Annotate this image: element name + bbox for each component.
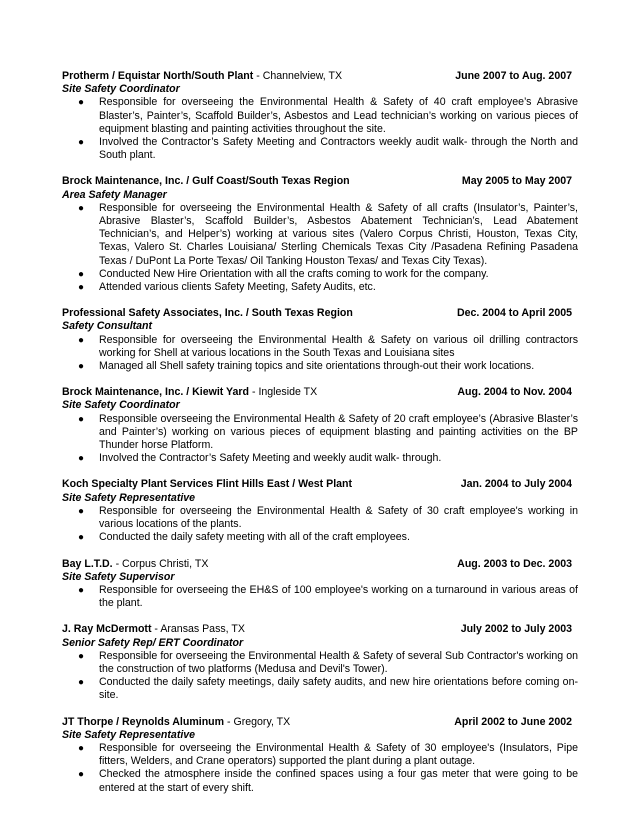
- employer: [62, 386, 317, 399]
- duty-list: [62, 505, 578, 545]
- bullet-icon: ●: [78, 282, 85, 294]
- duty-item: [62, 531, 578, 544]
- job-dates: July 2002 to July 2003: [460, 623, 572, 636]
- company-name: Bay L.T.D.: [62, 557, 113, 570]
- duty-list: [62, 650, 578, 703]
- duty-text: Attended various clients Safety Meeting, Safety Audits, etc.: [99, 281, 376, 294]
- bullet-icon: ●: [78, 677, 85, 689]
- duty-item: [62, 334, 578, 360]
- duty-item: [62, 584, 578, 610]
- duty-list: [62, 742, 578, 795]
- bullet-icon: ●: [78, 361, 85, 373]
- duty-item: [62, 281, 578, 294]
- job-location: - Gregory, TX: [224, 715, 291, 728]
- duty-item: [62, 413, 578, 453]
- employer: [62, 623, 245, 636]
- duty-text: Responsible for overseeing the Environmental Health & Safety of 30 employee's (Insulators, Pipe fitters, Welders, and Crane operators) supported the plant during a plant outage.: [99, 741, 578, 768]
- bullet-icon: ●: [78, 334, 85, 346]
- job-dates: Aug. 2004 to Nov. 2004: [457, 386, 572, 399]
- employer: [62, 716, 290, 729]
- job-location: - Ingleside TX: [249, 386, 318, 399]
- company-name: JT Thorpe / Reynolds Aluminum: [62, 715, 225, 728]
- employer: [62, 307, 353, 320]
- job-entry: [62, 386, 578, 465]
- company-name: Professional Safety Associates, Inc. / South Texas Region: [62, 307, 353, 320]
- bullet-icon: ●: [78, 742, 85, 754]
- bullet-icon: ●: [78, 532, 85, 544]
- bullet-icon: ●: [78, 505, 85, 517]
- bullet-icon: ●: [78, 650, 85, 662]
- job-dates: June 2007 to Aug. 2007: [455, 70, 572, 82]
- job-header: [62, 478, 578, 491]
- duty-item: [62, 360, 578, 373]
- employer: [62, 175, 350, 188]
- job-entry: [62, 307, 578, 373]
- job-header: [62, 623, 578, 636]
- duty-text: Responsible for overseeing the Environmental Health & Safety on various oil drilling contractors working for Shell at various locations in the South Texas and Louisiana sites: [99, 333, 578, 359]
- job-title: Site Safety Supervisor: [62, 570, 175, 583]
- duty-text: Responsible overseeing the Environmental Health & Safety of 20 craft employee’s (Abrasive Blaster’s and Painter’s) working on various pieces of equipment blasting and painting activities on the BP Thunder horse Platform.: [99, 412, 578, 452]
- duty-item: [62, 268, 578, 281]
- company-name: Brock Maintenance, Inc. / Kiewit Yard: [62, 386, 250, 399]
- job-dates: Dec. 2004 to April 2005: [456, 307, 572, 320]
- duty-text: Managed all Shell safety training topics and site orientations through-out their work locations.: [99, 360, 535, 373]
- bullet-icon: ●: [78, 584, 85, 596]
- duty-item: [62, 96, 578, 136]
- duty-text: Involved the Contractor’s Safety Meeting and weekly audit walk- through.: [99, 452, 442, 465]
- duty-item: [62, 202, 578, 268]
- job-entry: [62, 175, 578, 294]
- bullet-icon: ●: [78, 268, 85, 280]
- job-entry: [62, 558, 578, 611]
- bullet-icon: ●: [78, 453, 85, 465]
- job-title: Site Safety Representative: [62, 728, 196, 741]
- duty-text: Involved the Contractor’s Safety Meeting and Contractors weekly audit walk- through the North and South plant.: [99, 136, 578, 162]
- employer: [62, 70, 342, 83]
- duty-item: [62, 676, 578, 702]
- job-title: Safety Consultant: [62, 320, 153, 333]
- company-name: Protherm / Equistar North/South Plant: [62, 70, 254, 82]
- job-entry: [62, 70, 578, 162]
- duty-item: [62, 742, 578, 768]
- job-header: [62, 307, 578, 320]
- duty-item: [62, 136, 578, 162]
- job-title: Site Safety Representative: [62, 491, 196, 504]
- job-entry: [62, 478, 578, 544]
- duty-item: [62, 452, 578, 465]
- job-entry: [62, 623, 578, 702]
- duty-list: [62, 334, 578, 374]
- duty-text: Conducted New Hire Orientation with all the crafts coming to work for the company.: [99, 267, 489, 280]
- bullet-icon: ●: [78, 413, 85, 425]
- duty-text: Responsible for overseeing the Environmental Health & Safety of 30 craft employee's working in various locations of the plants.: [99, 504, 578, 531]
- duty-text: Responsible for overseeing the Environmental Health & Safety of several Sub Contractor's working on the construction of two platforms (Medusa and Devil's Tower).: [99, 649, 578, 675]
- job-title: Site Safety Coordinator: [62, 399, 180, 412]
- job-header: [62, 70, 578, 83]
- bullet-icon: ●: [78, 137, 85, 149]
- job-location: - Corpus Christi, TX: [112, 557, 209, 570]
- duty-text: Checked the atmosphere inside the confined spaces using a four gas meter that were going to be entered at the start of every shift.: [99, 768, 578, 794]
- job-dates: April 2002 to June 2002: [454, 715, 572, 728]
- bullet-icon: ●: [78, 769, 85, 781]
- job-title: Site Safety Coordinator: [62, 83, 180, 96]
- job-title: Senior Safety Rep/ ERT Coordinator: [62, 636, 244, 649]
- job-entry: [62, 716, 578, 795]
- duty-item: [62, 505, 578, 531]
- job-dates: Aug. 2003 to Dec. 2003: [457, 557, 572, 570]
- bullet-icon: ●: [78, 97, 85, 109]
- duty-list: [62, 202, 578, 294]
- duty-text: Responsible for overseeing the Environmental Health & Safety of all crafts (Insulator’s, Painter’s, Abrasive Blaster’s, Scaffold Builder’s, Asbestos Abatement Technician’s, Lead Abatement Technician’s, and Helper’s) working at various sites (Valero Corpus Christi, Houston, Texas City, Texas, Valero St. Charles Louisiana/ Sterling Chemicals Texas City /Pasadena Refining Pasadena Texas / DuPont La Porte Texas/ Oil Tanking Houston Texas/ and Texas City Texas).: [99, 201, 578, 267]
- employer: [62, 558, 208, 571]
- bullet-icon: ●: [78, 202, 85, 214]
- employer: [62, 478, 352, 491]
- duty-list: [62, 584, 578, 610]
- duty-item: [62, 650, 578, 676]
- duty-text: Conducted the daily safety meetings, daily safety audits, and new hire orientations before coming on-site.: [99, 676, 578, 702]
- duty-list: [62, 413, 578, 466]
- job-location: - Aransas Pass, TX: [151, 623, 245, 636]
- duty-item: [62, 768, 578, 794]
- job-dates: Jan. 2004 to July 2004: [460, 478, 572, 491]
- duty-text: Conducted the daily safety meeting with all of the craft employees.: [99, 531, 410, 544]
- job-location: - Channelview, TX: [253, 70, 343, 82]
- job-title: Area Safety Manager: [62, 188, 167, 201]
- job-header: [62, 386, 578, 399]
- company-name: Koch Specialty Plant Services Flint Hills East / West Plant: [62, 478, 353, 491]
- job-header: [62, 175, 578, 188]
- duty-list: [62, 96, 578, 162]
- job-header: [62, 716, 578, 729]
- job-header: [62, 558, 578, 571]
- resume-page: [62, 70, 578, 808]
- company-name: Brock Maintenance, Inc. / Gulf Coast/South Texas Region: [62, 175, 350, 188]
- duty-text: Responsible for overseeing the Environmental Health & Safety of 40 craft employee’s Abrasive Blaster’s, Painter’s, Scaffold Builder’s, Asbestos and Lead technician’s working on various pieces of equipment blasting and painting activities throughout the site.: [99, 96, 578, 135]
- job-dates: May 2005 to May 2007: [461, 175, 572, 188]
- company-name: J. Ray McDermott: [62, 623, 152, 636]
- duty-text: Responsible for overseeing the EH&S of 100 employee's working on a turnaround in various areas of the plant.: [99, 583, 578, 610]
